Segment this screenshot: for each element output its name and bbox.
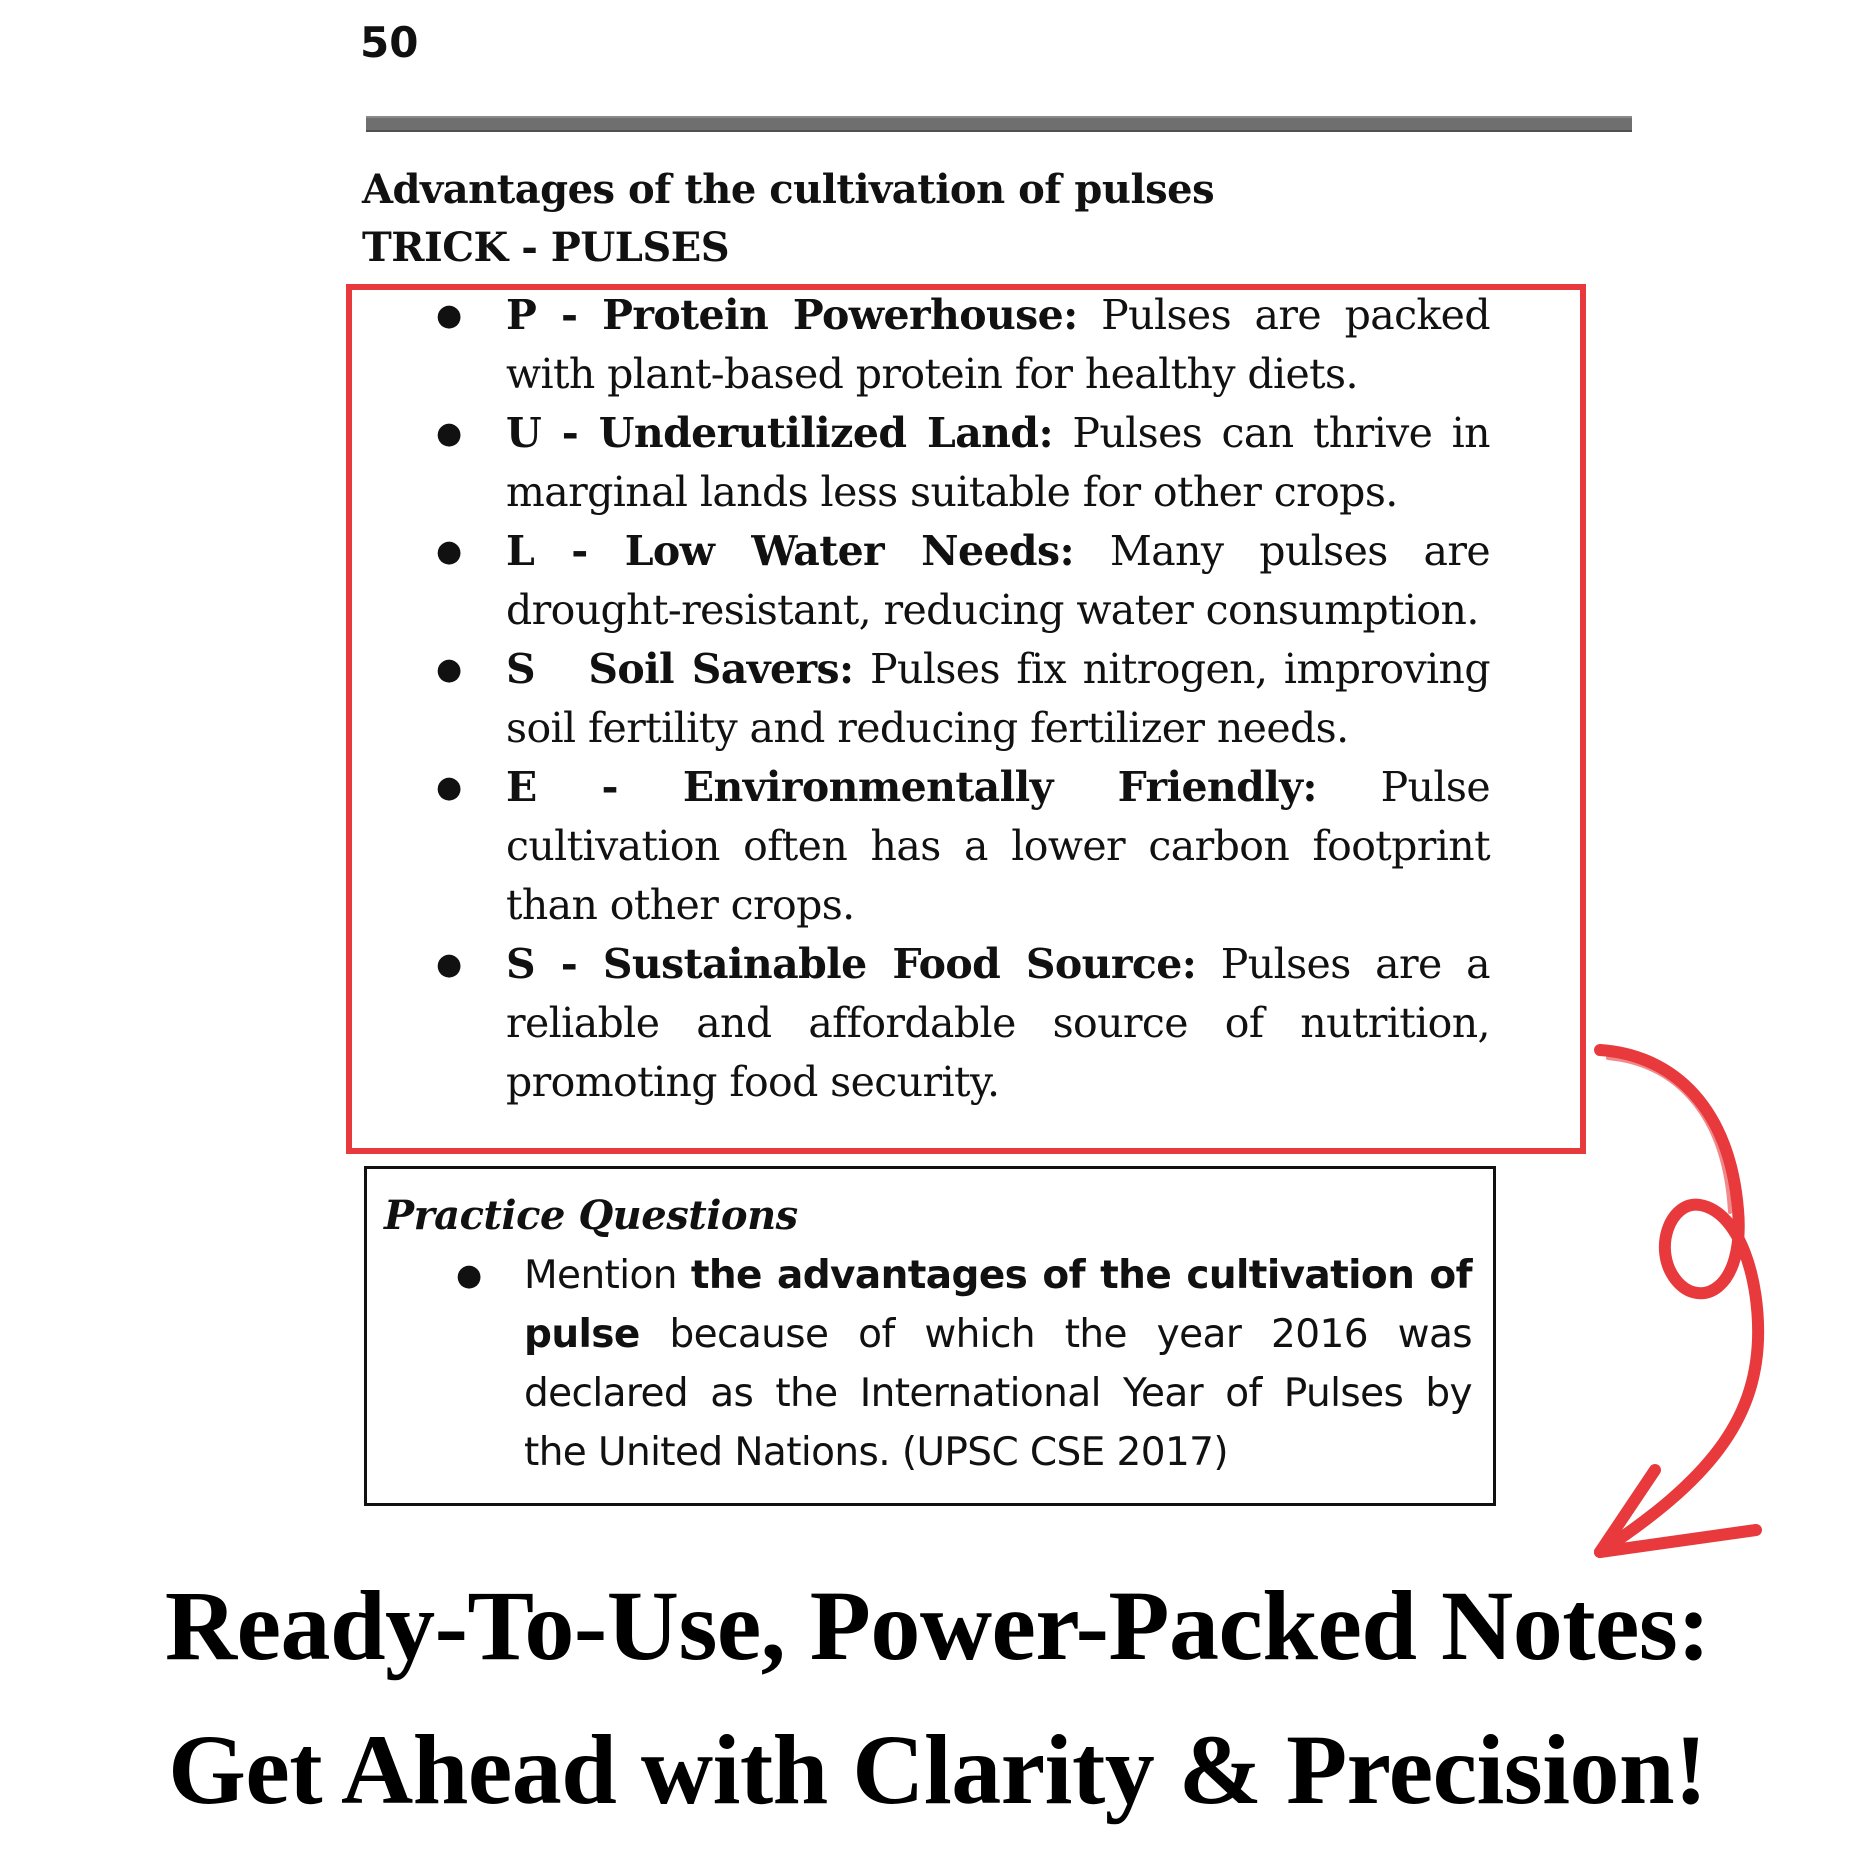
bullet-icon: ● <box>436 298 462 333</box>
mnemonic-item-l <box>436 522 1490 640</box>
mnemonic-term: S - Sustainable Food Source: <box>506 940 1197 988</box>
mnemonic-term: E - Environmentally Friendly: <box>506 763 1317 811</box>
trick-title: TRICK - PULSES <box>362 224 730 271</box>
mnemonic-text: Many pulses are drought-resistant, reducing water consumption. <box>506 527 1490 634</box>
mnemonic-item-u <box>436 404 1490 522</box>
mnemonic-text: Pulses can thrive in marginal lands less suitable for other crops. <box>506 409 1490 516</box>
mnemonic-item-e <box>436 758 1490 935</box>
red-arrow-icon <box>1580 1040 1780 1580</box>
question-rest: because of which the year 2016 was declared as the International Year of Pulses by the United Nations. (UPSC CSE 2017) <box>524 1312 1472 1475</box>
mnemonic-text: Pulses fix nitrogen, improving soil fertility and reducing fertilizer needs. <box>506 645 1490 752</box>
bullet-icon: ● <box>436 416 462 451</box>
question-bold: the advantages of the cultivation of pulse <box>524 1253 1472 1357</box>
practice-questions-title: Practice Questions <box>384 1192 798 1239</box>
bullet-icon: ● <box>436 947 462 982</box>
bullet-icon: ● <box>436 534 462 569</box>
promo-headline-line-2: Get Ahead with Clarity & Precision! <box>168 1714 1707 1825</box>
mnemonic-term: L - Low Water Needs: <box>506 527 1075 575</box>
mnemonic-term: U - Underutilized Land: <box>506 409 1053 457</box>
mnemonic-item-s2 <box>436 935 1490 1112</box>
header-rule <box>366 116 1632 132</box>
bullet-icon: ● <box>456 1258 482 1293</box>
bullet-icon: ● <box>436 770 462 805</box>
section-title: Advantages of the cultivation of pulses <box>362 166 1215 213</box>
promo-headline-line-1: Ready-To-Use, Power-Packed Notes: <box>164 1570 1711 1681</box>
mnemonic-term: S Soil Savers: <box>506 645 854 693</box>
page-number: 50 <box>360 18 419 67</box>
mnemonic-text: Pulses are a reliable and affordable source of nutrition, promoting food security. <box>506 940 1491 1106</box>
question-lead: Mention <box>524 1253 691 1298</box>
mnemonic-item-p <box>436 286 1490 404</box>
practice-question <box>456 1246 1472 1482</box>
mnemonic-list <box>436 286 1490 1112</box>
mnemonic-item-s1 <box>436 640 1490 758</box>
mnemonic-term: P - Protein Powerhouse: <box>506 291 1078 339</box>
practice-questions-list <box>456 1246 1472 1482</box>
mnemonic-text: Pulse cultivation often has a lower carbon footprint than other crops. <box>506 763 1491 929</box>
bullet-icon: ● <box>436 652 462 687</box>
mnemonic-text: Pulses are packed with plant-based protein for healthy diets. <box>506 291 1490 398</box>
